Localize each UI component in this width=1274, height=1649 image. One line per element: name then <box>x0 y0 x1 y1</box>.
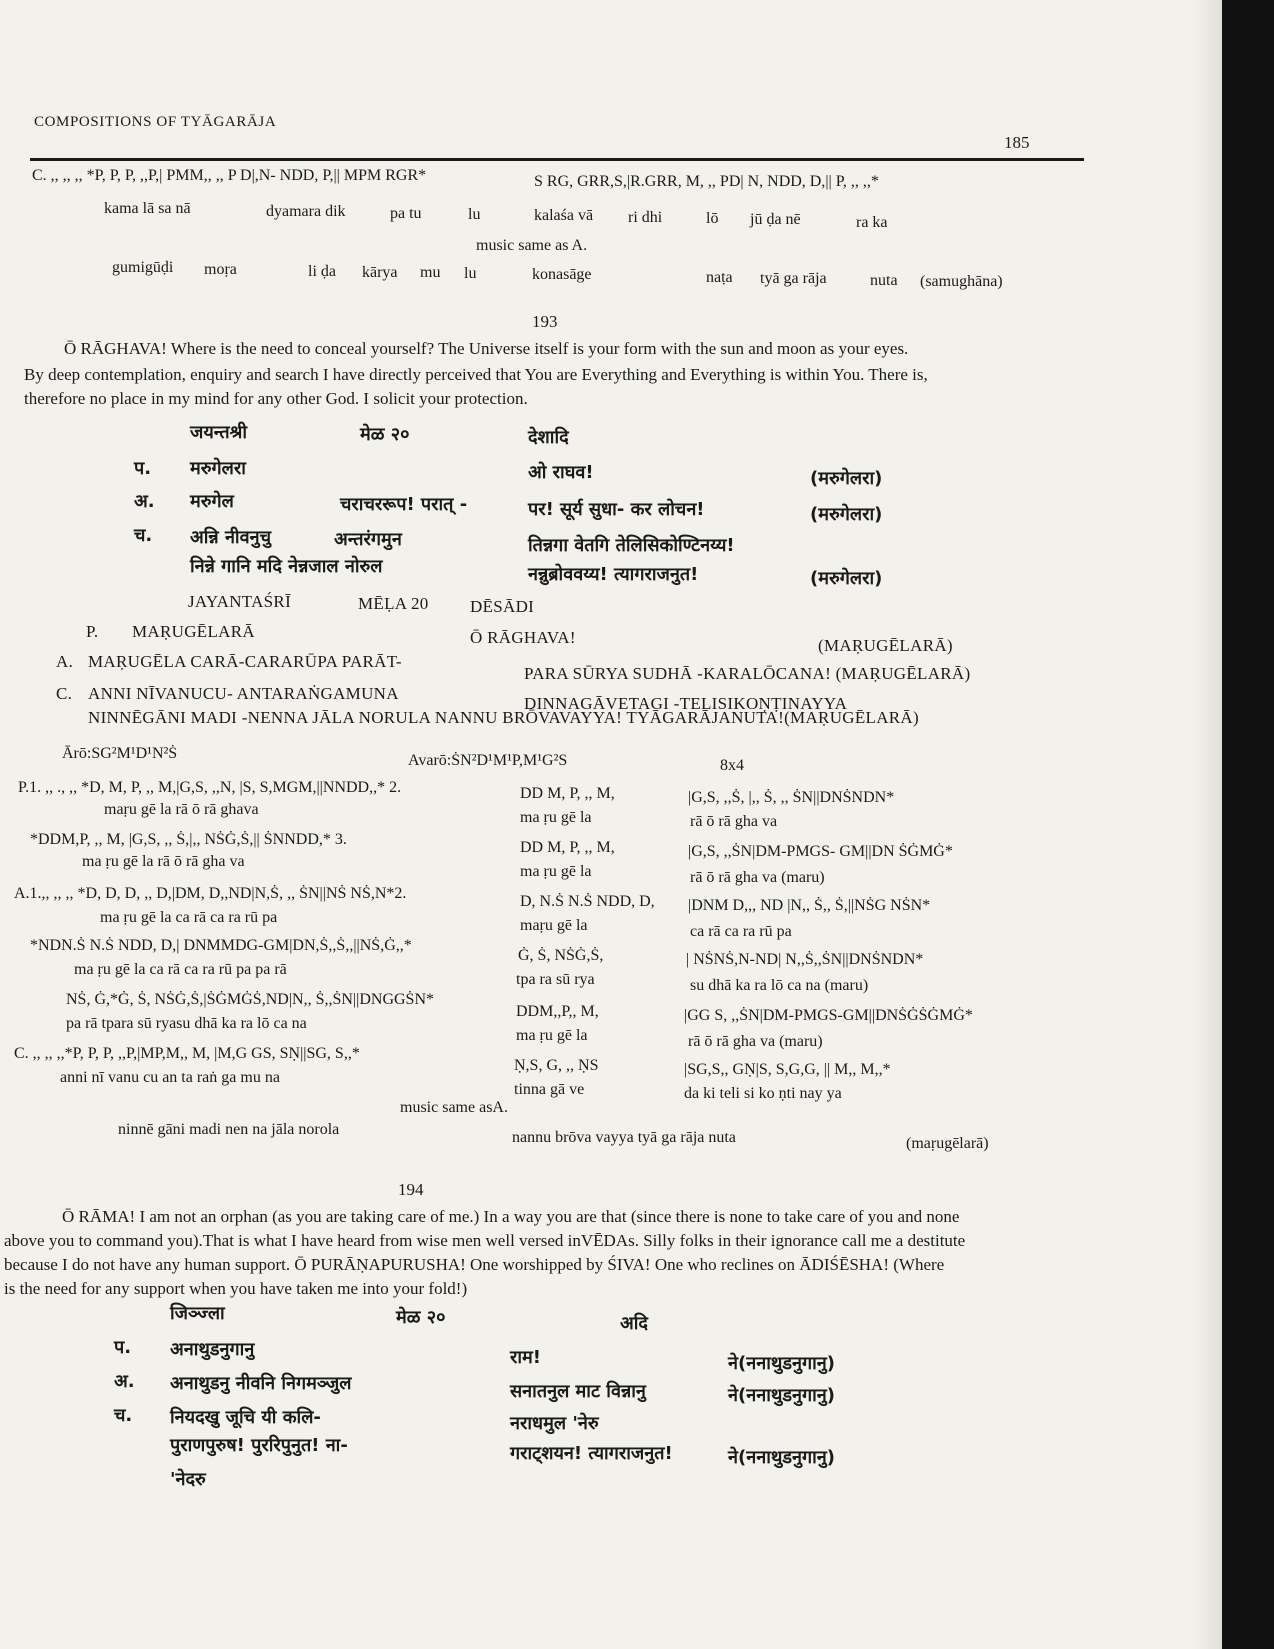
refrain: (maṛugēlarā) <box>906 1135 989 1152</box>
lyric-syllables: dyamara dik <box>266 203 346 220</box>
section-label: प. <box>114 1337 132 1358</box>
lyric-line: राम! <box>510 1347 541 1368</box>
prose-line: because I do not have any human support. Ō PURĀṆAPURUSHA! One worshipped by ŚIVA! One who reclines on ĀDIŚĒSHA! (Where <box>4 1255 945 1274</box>
lyric-line: अनाथुडनुगानु <box>170 1339 255 1360</box>
notation-line: |G,S, ,,Ṡ, |,, Ṡ, ,, ṠN||DNṠNDN* <box>688 789 895 806</box>
notation-line: |G,S, ,,ṠN|DM-PMGS- GM||DN ṠĠMĠ* <box>688 843 953 860</box>
lyric-syllables: mu <box>420 264 441 281</box>
tala: अदि <box>620 1313 648 1334</box>
lyric-line: NINNĒGĀNI MADI -NENNA JĀLA NORULA NANNU BRŌVAVAYYA! TYĀGARĀJANUTA!(MAṚUGĒLARĀ) <box>88 708 919 727</box>
notation-line: NṠ, Ġ,*Ġ, Ṡ, NṠĠ,Ṡ,|ṠĠMĠṠ,ND|N,, Ṡ,,ṠN||DNGGṠN* <box>66 991 434 1008</box>
notation-line: C. ,, ,, ,,*P, P, P, ,,P,|MP,M,, M, |M,G GS, SṆ||SG, S,,* <box>14 1045 360 1062</box>
tala-count: 8x4 <box>720 757 744 774</box>
lyric-syllables: rā ō rā gha va (maru) <box>688 1033 823 1050</box>
lyric-syllables: ri dhi <box>628 209 663 226</box>
mela: मेळ २० <box>396 1307 446 1328</box>
section-label: P. <box>86 622 99 641</box>
lyric-syllables: ma ṛu gē la <box>520 809 592 826</box>
lyric-syllables: pa rā tpara sū ryasu dhā ka ra lō ca na <box>66 1015 307 1032</box>
lyric-line: गराट्शयन! त्यागराजनुत! <box>510 1443 673 1464</box>
notation-line: Ġ, Ṡ, NṠĠ,Ṡ, <box>518 947 604 964</box>
lyric-syllables: tyā ga rāja <box>760 270 827 287</box>
lyric-syllables: ma ṛu gē la ca rā ca ra rū pa <box>100 909 278 926</box>
lyric-line: चराचररूप! परात् - <box>340 494 468 515</box>
lyric-syllables: tinna gā ve <box>514 1081 585 1098</box>
notation-line: D, N.Ṡ N.Ṡ NDD, D, <box>520 893 655 910</box>
lyric-line: अन्नि नीवनुचु <box>190 527 272 548</box>
header-rule <box>30 158 1084 161</box>
lyric-syllables: rā ō rā gha va (maru) <box>690 869 825 886</box>
notation-line: C. ,, ,, ,, *P, P, P, ,,P,| PMM,, ,, P D|,N- NDD, P,|| MPM RGR* <box>32 167 427 184</box>
page-number: 185 <box>1004 133 1030 152</box>
music-note: music same asA. <box>400 1099 508 1116</box>
refrain: ने(ननाथुडनुगानु) <box>728 1353 835 1374</box>
lyric-syllables: maṛu gē la rā ō rā ghava <box>104 801 259 818</box>
lyric-syllables: ma ṛu gē la rā ō rā gha va <box>82 853 245 870</box>
lyric-syllables: nannu brōva vayya tyā ga rāja nuta <box>512 1129 736 1146</box>
lyric-line: 'नेदरु <box>170 1469 206 1490</box>
lyric-syllables: lu <box>468 206 481 223</box>
mela: मेळ २० <box>360 424 410 445</box>
song-number: 193 <box>532 312 558 331</box>
lyric-line: पुराणपुरुष! पुररिपुनुत! ना- <box>170 1435 348 1456</box>
lyric-line: नियदखु जूचि यी कलि- <box>170 1407 321 1428</box>
lyric-syllables: naṭa <box>706 269 733 286</box>
lyric-syllables: ma ṛu gē la ca rā ca ra rū pa pa rā <box>74 961 287 978</box>
prose-line: By deep contemplation, enquiry and search I have directly perceived that You are Everything and Everything is within You. There is, <box>24 365 928 384</box>
lyric-syllables: kama lā sa nā <box>104 200 191 217</box>
lyric-line: मरुगेल <box>190 491 234 512</box>
lyric-syllables: ma ṛu gē la <box>520 863 592 880</box>
lyric-syllables: kārya <box>362 264 398 281</box>
prose-line: Ō RĀMA! I am not an orphan (as you are taking care of me.) In a way you are that (since there is none to take care of you and none <box>62 1207 960 1226</box>
tala: देशादि <box>528 427 569 448</box>
notation-line: A.1.,, ,, ,, *D, D, D, ,, D,|DM, D,,ND|N,Ṡ, ,, ṠN||NṠ NṠ,N*2. <box>14 885 407 902</box>
lyric-syllables: da ki teli si ko ṇti nay ya <box>684 1085 842 1102</box>
notation-line: *NDN.Ṡ N.Ṡ NDD, D,| DNMMDG-GM|DN,Ṡ,,Ṡ,,||NṠ,Ġ,,* <box>30 937 412 954</box>
lyric-line: निन्ने गानि मदि नेन्नजाल नोरुल <box>190 556 383 577</box>
lyric-syllables: ninnē gāni madi nen na jāla norola <box>118 1121 340 1138</box>
prose-line: Ō RĀGHAVA! Where is the need to conceal yourself? The Universe itself is your form with the sun and moon as your eyes. <box>64 339 909 358</box>
lyric-syllables: lō <box>706 210 719 227</box>
lyric-syllables: gumigūḍi <box>112 259 174 276</box>
notation-line: DD M, P, ,, M, <box>520 785 615 802</box>
lyric-line: MAṚUGĒLARĀ <box>132 622 255 641</box>
notation-line: | NṠNṠ,N-ND| N,,Ṡ,,ṠN||DNṠNDN* <box>686 951 924 968</box>
section-label: C. <box>56 684 73 703</box>
lyric-syllables: konasāge <box>532 266 592 283</box>
raga-name: जिञ्ज्ला <box>170 1303 225 1324</box>
scan-gutter <box>1222 0 1274 1649</box>
refrain: ने(ननाथुडनुगानु) <box>728 1447 835 1468</box>
lyric-syllables: ra ka <box>856 214 888 231</box>
notation-line: DDM,,P,, M, <box>516 1003 599 1020</box>
lyric-syllables: jū ḍa nē <box>750 211 801 228</box>
notation-line: |SG,S,, GṆ|S, S,G,G, || M,, M,,* <box>684 1061 891 1078</box>
avarohana: Avarō:ṠN²D¹M¹P,M¹G²S <box>408 752 568 769</box>
lyric-line: पर! सूर्य सुधा- कर लोचन! <box>528 499 705 520</box>
lyric-syllables: maṛu gē la <box>520 917 588 934</box>
section-label: प. <box>134 458 152 479</box>
lyric-syllables: ma ṛu gē la <box>516 1027 588 1044</box>
lyric-line: तिन्नगा वेतगि तेलिसिकोण्टिनय्य! <box>528 535 735 556</box>
prose-line: therefore no place in my mind for any other God. I solicit your protection. <box>24 389 528 408</box>
refrain: (मरुगेलरा) <box>810 504 883 525</box>
lyric-line: ANNI NĪVANUCU- ANTARAṄGAMUNA <box>88 684 399 703</box>
tala-roman: DĒSĀDI <box>470 597 535 616</box>
lyric-syllables: moṛa <box>204 261 237 278</box>
lyric-syllables: pa tu <box>390 205 422 222</box>
section-label: अ. <box>114 1371 135 1392</box>
lyric-syllables: li ḍa <box>308 263 336 280</box>
notation-line: Ṇ,S, G, ,, ṆS <box>514 1057 599 1074</box>
lyric-syllables: su dhā ka ra lō ca na (maru) <box>690 977 869 994</box>
refrain: (MAṚUGĒLARĀ) <box>818 636 953 655</box>
song-number: 194 <box>398 1180 424 1199</box>
lyric-syllables: anni nī vanu cu an ta raṅ ga mu na <box>60 1069 280 1086</box>
lyric-line: PARA SŪRYA SUDHĀ -KARALŌCANA! (MAṚUGĒLARĀ) <box>524 664 971 683</box>
lyric-syllables: kalaśa vā <box>534 207 594 224</box>
raga-name-roman: JAYANTAŚRĪ <box>188 592 292 611</box>
lyric-syllables: rā ō rā gha va <box>690 813 778 830</box>
lyric-line: अन्तरंगमुन <box>334 529 402 550</box>
lyric-line: नन्नुब्रोववय्य! त्यागराजनुत! <box>528 564 699 585</box>
section-label: A. <box>56 652 74 671</box>
lyric-syllables: (samughāna) <box>920 273 1003 290</box>
notation-line: S RG, GRR,S,|R.GRR, M, ,, PD| N, NDD, D,|| P, ,, ,,* <box>534 173 879 190</box>
lyric-syllables: ca rā ca ra rū pa <box>690 923 792 940</box>
refrain: (मरुगेलरा) <box>810 568 883 589</box>
refrain: ने(ननाथुडनुगानु) <box>728 1385 835 1406</box>
notation-line: *DDM,P, ,, M, |G,S, ,, Ṡ,|,, NṠĠ,Ṡ,|| ṠNNDD,* 3. <box>30 831 347 848</box>
notation-line: |DNM D,,, ND |N,, Ṡ,, Ṡ,||NṠG NṠN* <box>688 897 931 914</box>
lyric-line: मरुगेलरा <box>190 458 246 479</box>
prose-line: above you to command you).That is what I have heard from wise men well versed inVĒDAs. Silly folks in their ignorance call me a destitute <box>4 1231 966 1250</box>
notation-line: P.1. ,, ., ,, *D, M, P, ,, M,|G,S, ,,N, |S, S,MGM,||NNDD,,* 2. <box>18 779 402 796</box>
lyric-syllables: lu <box>464 265 477 282</box>
refrain: (मरुगेलरा) <box>810 468 883 489</box>
lyric-line: अनाथुडनु नीवनि निगमञ्जुल <box>170 1373 352 1394</box>
notation-line: |GG S, ,,ṠN|DM-PMGS-GM||DNṠĠṠĠMĠ* <box>684 1007 973 1024</box>
music-note: music same as A. <box>476 237 588 254</box>
lyric-syllables: nuta <box>870 272 898 289</box>
notation-line: DD M, P, ,, M, <box>520 839 615 856</box>
lyric-syllables: tpa ra sū rya <box>516 971 595 988</box>
running-header: COMPOSITIONS OF TYĀGARĀJA <box>34 114 277 130</box>
mela-roman: MĒḶA 20 <box>358 594 429 613</box>
arohana: Ārō:SG²M¹D¹N²Ṡ <box>62 745 178 762</box>
lyric-line: MAṚUGĒLA CARĀ-CARARŪPA PARĀT- <box>88 652 402 671</box>
section-label: च. <box>134 525 153 546</box>
lyric-line: नराधमुल 'नेरु <box>510 1413 599 1434</box>
section-label: अ. <box>134 491 155 512</box>
lyric-line: ओ राघव! <box>528 462 594 483</box>
lyric-line: सनातनुल माट विन्नानु <box>510 1381 646 1402</box>
lyric-line: Ō RĀGHAVA! <box>470 628 576 647</box>
lyric-line: DINNAGĀVETAGI -TELISIKOṆṬINAYYA <box>524 694 848 713</box>
raga-name: जयन्तश्री <box>190 422 248 443</box>
section-label: च. <box>114 1405 133 1426</box>
prose-line: is the need for any support when you have taken me into your fold!) <box>4 1279 468 1298</box>
